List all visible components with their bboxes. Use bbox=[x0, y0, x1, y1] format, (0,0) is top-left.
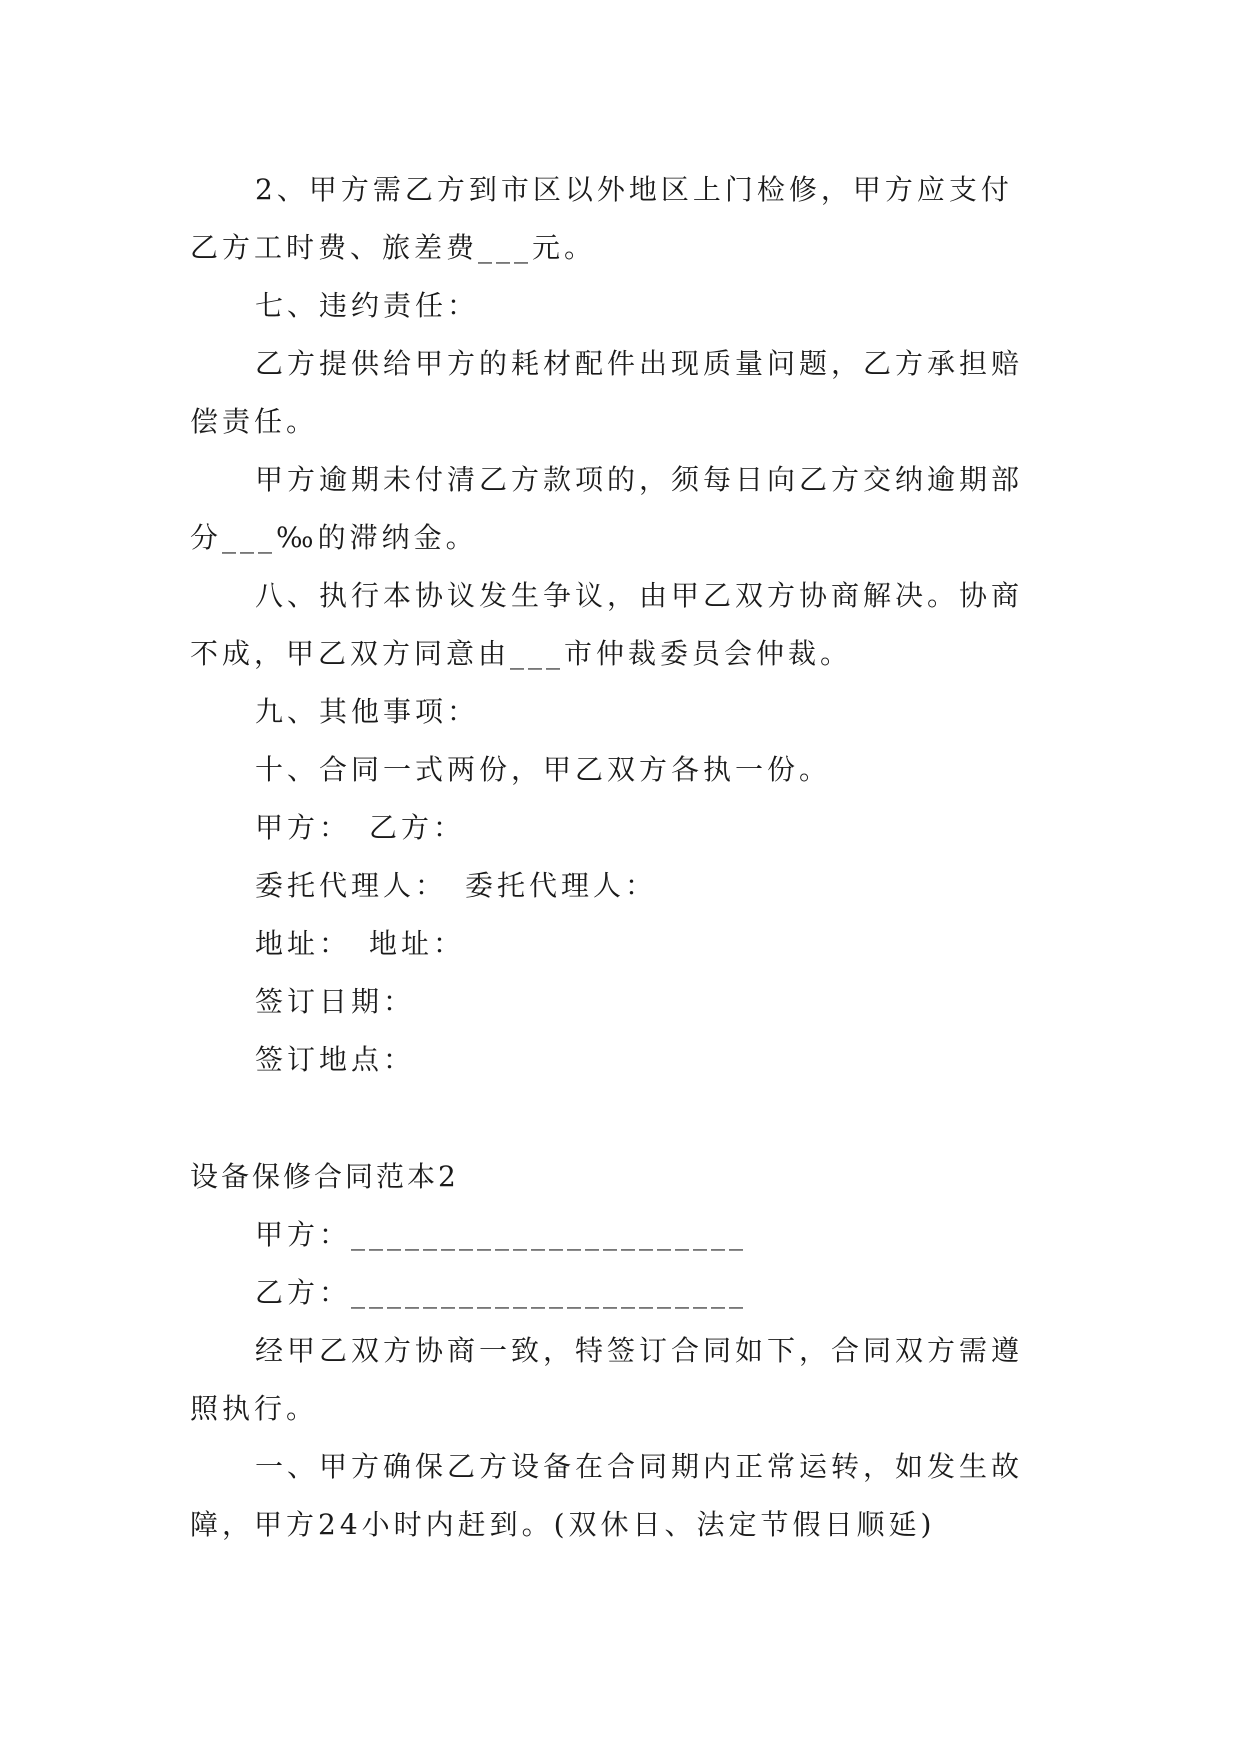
paragraph-line: 甲方逾期未付清乙方款项的，须每日向乙方交纳逾期部 bbox=[255, 463, 1024, 496]
sign-place-line: 签订地点： bbox=[255, 1043, 416, 1076]
address-line: 地址： 地址： bbox=[255, 927, 466, 960]
section-heading: 九、其他事项： bbox=[255, 695, 480, 728]
paragraph-line: 一、甲方确保乙方设备在合同期内正常运转，如发生故 bbox=[255, 1450, 1024, 1483]
paragraph-line: 乙方提供给甲方的耗材配件出现质量问题，乙方承担赔 bbox=[255, 347, 1024, 380]
paragraph-line: 照执行。 bbox=[190, 1392, 319, 1425]
document-title: 设备保修合同范本2 bbox=[190, 1160, 459, 1193]
paragraph-line: 障，甲方24小时内赶到。(双休日、法定节假日顺延) bbox=[190, 1508, 936, 1541]
paragraph-line: 乙方工时费、旅差费___元。 bbox=[190, 231, 597, 264]
agent-line: 委托代理人： 委托代理人： bbox=[255, 869, 658, 902]
party-b-line: 乙方：______________________ bbox=[255, 1276, 748, 1309]
paragraph-line: 偿责任。 bbox=[190, 405, 319, 438]
party-line: 甲方： 乙方： bbox=[255, 811, 466, 844]
paragraph-line: 八、执行本协议发生争议，由甲乙双方协商解决。协商 bbox=[255, 579, 1024, 612]
paragraph-line: 分___‰的滞纳金。 bbox=[190, 521, 478, 554]
paragraph-line: 不成，甲乙双方同意由___市仲裁委员会仲裁。 bbox=[190, 637, 853, 670]
paragraph-line: 2、甲方需乙方到市区以外地区上门检修，甲方应支付 bbox=[255, 173, 1013, 206]
paragraph-line: 十、合同一式两份，甲乙双方各执一份。 bbox=[255, 753, 832, 786]
paragraph-line: 经甲乙双方协商一致，特签订合同如下，合同双方需遵 bbox=[255, 1334, 1024, 1367]
section-heading: 七、违约责任： bbox=[255, 289, 480, 322]
sign-date-line: 签订日期： bbox=[255, 985, 416, 1018]
party-a-line: 甲方：______________________ bbox=[255, 1218, 748, 1251]
